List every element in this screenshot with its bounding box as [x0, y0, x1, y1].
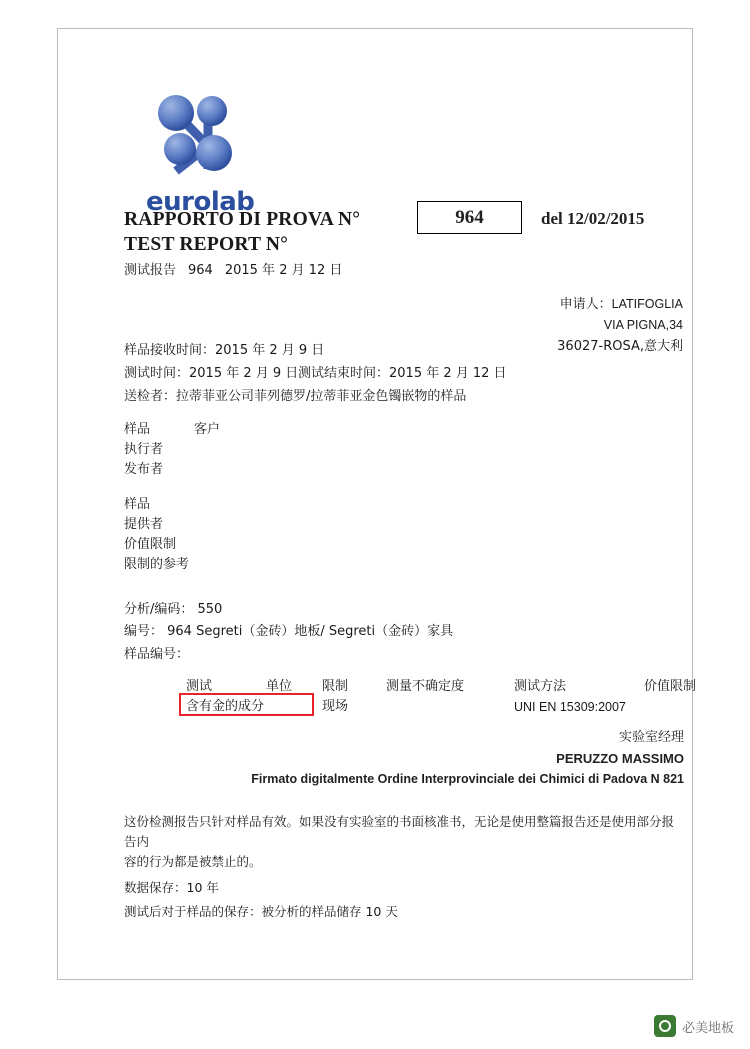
note-line-3: 数据保存：10 年	[124, 880, 219, 895]
sample-label-2: 样品	[124, 497, 151, 512]
executor-label: 执行者	[124, 442, 164, 457]
report-line-date: 2015 年 2 月 12 日	[224, 263, 343, 278]
col-header-test: 测试	[186, 679, 213, 694]
report-line-number: 964	[188, 263, 213, 278]
applicant-block	[523, 294, 683, 357]
sample-label: 样品	[124, 422, 151, 437]
note-line-2: 容的行为都是被禁止的。	[124, 854, 262, 869]
report-title-block	[124, 207, 684, 257]
digital-signature-line: Firmato digitalmente Ordine Interprovinciale dei Chimici di Padova N 821	[251, 772, 684, 786]
sample-row	[124, 420, 220, 440]
lab-manager-label: 实验室经理	[618, 730, 684, 745]
test-time: 测试时间：2015 年 2 月 9 日	[124, 366, 299, 381]
sample-number: 样品编号：	[124, 647, 190, 662]
report-date: del 12/02/2015	[541, 209, 645, 228]
provider-label: 提供者	[124, 517, 164, 532]
eurolab-molecule-icon	[146, 91, 296, 191]
limit-reference-label: 限制的参考	[124, 557, 190, 572]
title-english: TEST REPORT N°	[124, 234, 289, 255]
value-limit-label: 价值限制	[124, 537, 177, 552]
cell-limit: 现场	[322, 699, 349, 714]
sample-party-block	[124, 420, 220, 480]
applicant-city: 36027-ROSA,意大利	[557, 339, 683, 354]
cell-test: 含有金的成分	[186, 699, 265, 714]
applicant-street: VIA PIGNA,34	[603, 318, 683, 332]
eurolab-logo	[146, 91, 296, 221]
analysis-code: 分析/编码： 550	[124, 602, 223, 617]
cell-method: UNI EN 15309:2007	[514, 700, 626, 714]
received-time: 样品接收时间：2015 年 2 月 9 日	[124, 343, 325, 358]
col-header-method: 测试方法	[514, 679, 567, 694]
applicant-name: LATIFOGLIA	[611, 297, 683, 311]
signature-block	[124, 727, 684, 790]
watermark-text: 必美地板	[681, 1020, 734, 1036]
sample-limit-block	[124, 495, 189, 575]
report-line	[124, 261, 342, 281]
lab-manager-name: PERUZZO MASSIMO	[556, 751, 684, 766]
sample-value: 客户	[194, 422, 221, 437]
title-italian: RAPPORTO DI PROVA N°	[124, 209, 361, 230]
publisher-label: 发布者	[124, 462, 164, 477]
col-header-uncertainty: 测量不确定度	[386, 679, 465, 694]
col-header-limit: 限制	[322, 679, 349, 694]
note-line-4: 测试后对于样品的保存：被分析的样品储存 10 天	[124, 904, 398, 919]
col-header-unit: 单位	[266, 679, 293, 694]
report-number-box: 964	[417, 201, 522, 234]
watermark	[654, 1015, 734, 1037]
report-page	[57, 28, 697, 980]
code-line: 编号： 964 Segreti（金砖）地板/ Segreti（金砖）家具	[124, 624, 454, 639]
footer-notes	[124, 812, 684, 922]
sender-line: 送检者：拉蒂菲亚公司菲列德罗/拉蒂菲亚金色镯嵌物的样品	[124, 389, 467, 404]
col-header-value-limit: 价值限制	[644, 679, 697, 694]
note-line-1: 这份检测报告只针对样品有效。如果没有实验室的书面核准书，无论是使用整篇报告还是使用部分报告内	[124, 814, 675, 849]
logo-wordmark: eurolab	[146, 187, 255, 217]
test-end-time: 测试结束时间：2015 年 2 月 12 日	[298, 366, 507, 381]
table-row	[124, 697, 684, 719]
report-line-label: 测试报告	[124, 263, 177, 278]
wechat-logo-icon	[654, 1015, 676, 1037]
applicant-label: 申请人：	[559, 297, 612, 312]
applicant-row	[523, 294, 683, 315]
